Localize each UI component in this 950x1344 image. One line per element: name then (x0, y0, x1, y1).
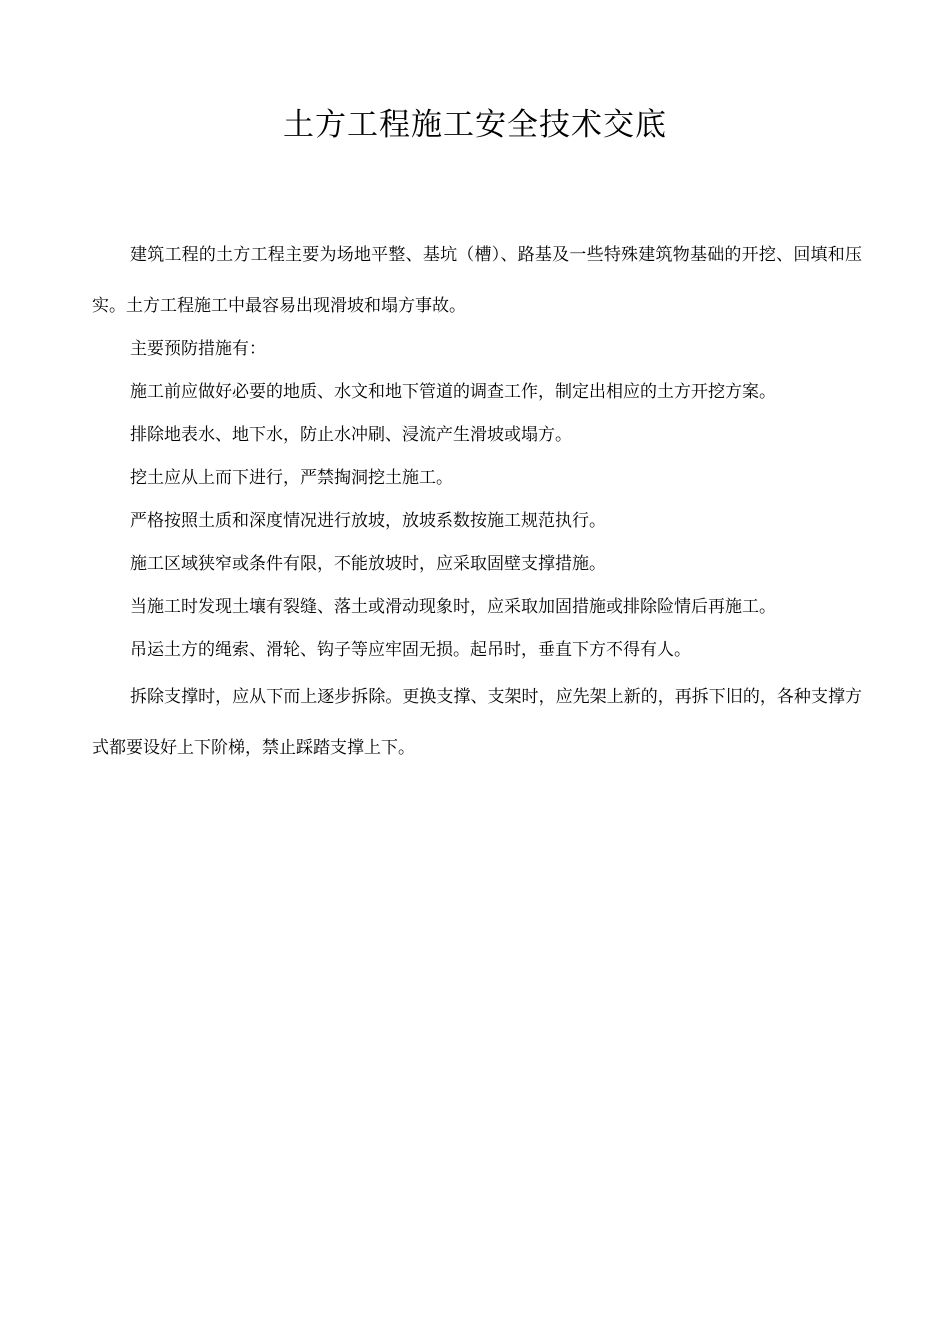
paragraph-measure-survey: 施工前应做好必要的地质、水文和地下管道的调查工作，制定出相应的土方开挖方案。 (130, 382, 776, 402)
document-body (92, 230, 862, 770)
paragraph-measure-hoisting: 吊运土方的绳索、滑轮、钩子等应牢固无损。起吊时，垂直下方不得有人。 (130, 640, 691, 660)
paragraph-measure-cracks: 当施工时发现土壤有裂缝、落土或滑动现象时，应采取加固措施或排除险情后再施工。 (130, 597, 776, 617)
document-title: 土方工程施工安全技术交底 (283, 107, 667, 143)
paragraph-measures-heading: 主要预防措施有： (130, 339, 266, 359)
paragraph-intro: 建筑工程的土方工程主要为场地平整、基坑（槽）、路基及一些特殊建筑物基础的开挖、回填和压实。土方工程施工中最容易出现滑坡和塌方事故。 (92, 245, 862, 316)
paragraph-measure-drainage: 排除地表水、地下水，防止水冲刷、浸流产生滑坡或塌方。 (130, 425, 572, 445)
paragraph-measure-shoring: 施工区域狭窄或条件有限，不能放坡时，应采取固壁支撑措施。 (130, 554, 606, 574)
paragraph-measure-slope: 严格按照土质和深度情况进行放坡，放坡系数按施工规范执行。 (130, 511, 606, 531)
paragraph-measure-dismantling: 拆除支撑时，应从下而上逐步拆除。更换支撑、支架时，应先架上新的，再拆下旧的，各种支撑方式都要设好上下阶梯，禁止踩踏支撑上下。 (92, 687, 862, 758)
paragraph-measure-excavation-order: 挖土应从上而下进行，严禁掏洞挖土施工。 (130, 468, 453, 488)
